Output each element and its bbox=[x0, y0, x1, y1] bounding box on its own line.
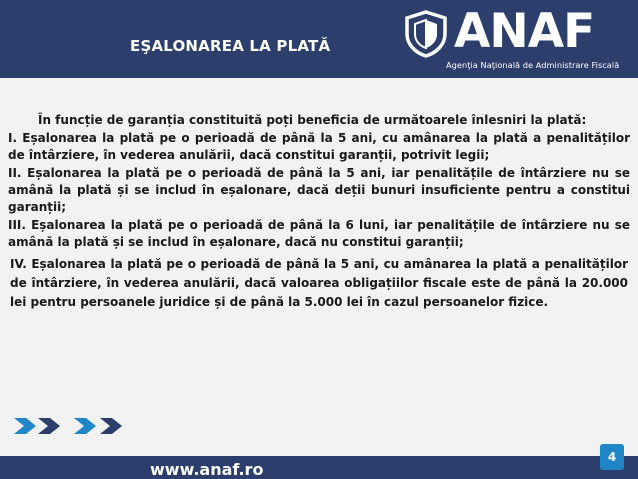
logo-subtitle: Agenţia Naţională de Administrare Fiscală bbox=[446, 60, 620, 70]
chevron-right-icon bbox=[100, 418, 122, 434]
shield-icon bbox=[404, 10, 448, 58]
list-item-3: III. Eșalonarea la plată pe o perioadă de până la 6 luni, iar penalitățile de întârziere nu se amână la plată și se includ în eșalonare, dacă nu constitui garanții; bbox=[8, 218, 630, 249]
intro-text: În funcție de garanția constituită poți beneficia de următoarele înlesniri la plată: bbox=[38, 113, 587, 127]
anaf-logo bbox=[404, 4, 634, 72]
list-item-4: IV. Eșalonarea la plată pe o perioadă de până la 5 ani, cu amânarea la plată a penalităților de întârziere, în vederea anulării, dacă valoarea obligațiilor fiscale este de până la 20.000 lei pentru persoanele juridice și de până la 5.000 lei în cazul persoanelor fizice. bbox=[10, 257, 628, 309]
footer-bar bbox=[0, 456, 638, 479]
chevron-right-icon bbox=[74, 418, 96, 434]
main-content bbox=[0, 112, 638, 313]
logo-wordmark: ANAF bbox=[454, 4, 595, 59]
page-title: EŞALONAREA LA PLATĂ bbox=[130, 37, 331, 55]
chevron-arrows-decoration bbox=[14, 418, 140, 434]
footer-url[interactable]: www.anaf.ro bbox=[150, 460, 264, 479]
chevron-right-icon bbox=[14, 418, 36, 434]
chevron-right-icon bbox=[38, 418, 60, 434]
list-item-2: II. Eșalonarea la plată pe o perioadă de până la 5 ani, iar penalitățile de întârziere nu se amână la plată și se includ în eșalonare, dacă deții bunuri insuficiente pentru a constitui garanții; bbox=[8, 166, 630, 214]
page-number-badge: 4 bbox=[600, 444, 624, 470]
list-item-1: I. Eșalonarea la plată pe o perioadă de până la 5 ani, cu amânarea la plată a penalităților de întârziere, în vederea anulării, dacă constitui garanții, potrivit legii; bbox=[8, 131, 630, 162]
